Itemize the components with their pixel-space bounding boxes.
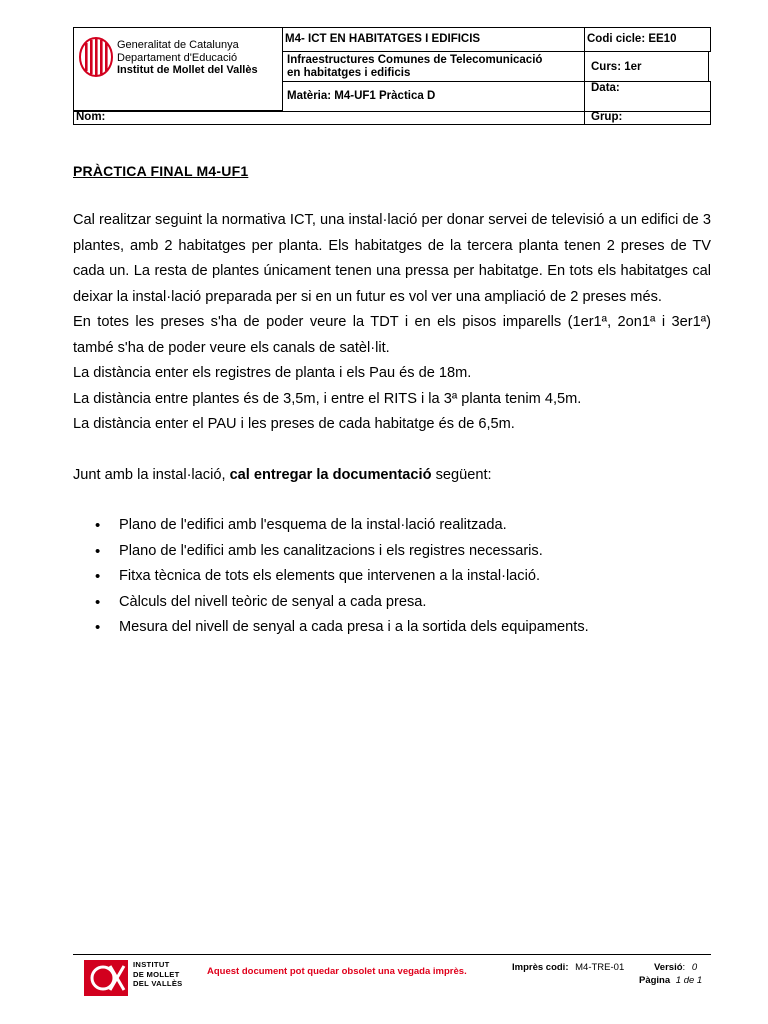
distance-registers-paragraph: La distància enter els registres de planta i els Pau és de 18m.	[73, 365, 472, 381]
org-line-3: Institut de Mollet del Vallès	[117, 64, 258, 76]
name-label: Nom:	[76, 111, 106, 123]
generalitat-logo-block	[79, 37, 279, 87]
documentation-intro: Junt amb la instal·lació,	[73, 466, 230, 483]
footer-divider	[73, 954, 711, 955]
print-code	[512, 962, 624, 973]
version	[654, 962, 697, 973]
list-item: • Plano de l'edifici amb les canalitzacions i els registres necessaris.	[73, 539, 711, 565]
subject-label: Matèria: M4-UF1 Pràctica D	[287, 90, 436, 102]
module-title: M4- ICT EN HABITATGES I EDIFICIS	[285, 33, 481, 45]
logo-text-1: INSTITUT	[133, 960, 170, 969]
version-value: 0	[691, 962, 698, 973]
subtitle-line-2: en habitatges i edificis	[287, 67, 411, 79]
version-label: Versió	[654, 962, 683, 973]
intro-paragraph: Cal realitzar seguint la normativa ICT, una instal·lació per donar servei de televisió a un edifici de 3 plantes, amb 2 habitatges per planta. Els habitatges de la tercera planta tenen 2 preses de TV cada un. La resta de plantes únicament tenen una pressa per habitatge. En tots els habitatges cal deixar la instal·lació preparada per si en un futur es vol ver una ampliació de 2 preses més.	[73, 212, 711, 305]
org-line-1: Generalitat de Catalunya	[117, 39, 239, 51]
list-item: • Plano de l'edifici amb l'esquema de la instal·lació realitzada.	[73, 513, 711, 539]
page-number	[639, 975, 702, 986]
version-separator: :	[682, 962, 686, 973]
logo-text-2: DE MOLLET	[133, 969, 180, 979]
distance-pau-paragraph: La distància enter el PAU i les preses de cada habitatge és de 6,5m.	[73, 416, 515, 432]
course-label: Curs: 1er	[591, 61, 642, 73]
distance-floors-paragraph: La distància entre plantes és de 3,5m, i entre el RITS i la 3ª planta tenim 4,5m.	[73, 390, 582, 407]
document-header	[73, 27, 711, 125]
page-label: Pàgina	[639, 975, 671, 986]
group-label: Grup:	[591, 111, 623, 123]
logo-text-3: DEL VALLÈS	[133, 979, 183, 988]
cycle-code: Codi cicle: EE10	[587, 33, 677, 45]
list-item: • Càlculs del nivell teòric de senyal a cada presa.	[73, 590, 711, 616]
documentation-emphasis: cal entregar la documentació	[229, 466, 432, 483]
documentation-outro: següent:	[431, 466, 492, 483]
document-body	[73, 208, 711, 641]
print-code-value: M4-TRE-01	[575, 962, 625, 973]
deliverables-list	[73, 513, 711, 641]
org-line-2: Departament d'Educació	[117, 51, 238, 64]
page-value: 1 de 1	[675, 975, 703, 986]
page-title: PRÀCTICA FINAL M4-UF1	[73, 163, 249, 179]
generalitat-crest-icon	[79, 37, 113, 77]
print-code-label: Imprès codi:	[512, 962, 569, 973]
obsolete-notice: Aquest document pot quedar obsolet una vegada imprès.	[207, 966, 467, 977]
institut-logo-icon	[84, 960, 128, 996]
institut-logo	[84, 958, 194, 998]
documentation-paragraph	[73, 463, 711, 489]
list-item: • Fitxa tècnica de tots els elements que intervenen a la instal·lació.	[73, 564, 711, 590]
list-item: • Mesura del nivell de senyal a cada presa i a la sortida dels equipaments.	[73, 615, 711, 641]
tv-requirements-paragraph: En totes les preses s'ha de poder veure la TDT i en els pisos imparells (1er1ª, 2on1ª i 3er1ª) també s'ha de poder veure els canals de satèl·lit.	[73, 314, 711, 356]
subtitle	[284, 54, 584, 80]
date-label: Data:	[591, 82, 620, 94]
subtitle-line-1: Infraestructures Comunes de Telecomunicació	[287, 54, 543, 66]
